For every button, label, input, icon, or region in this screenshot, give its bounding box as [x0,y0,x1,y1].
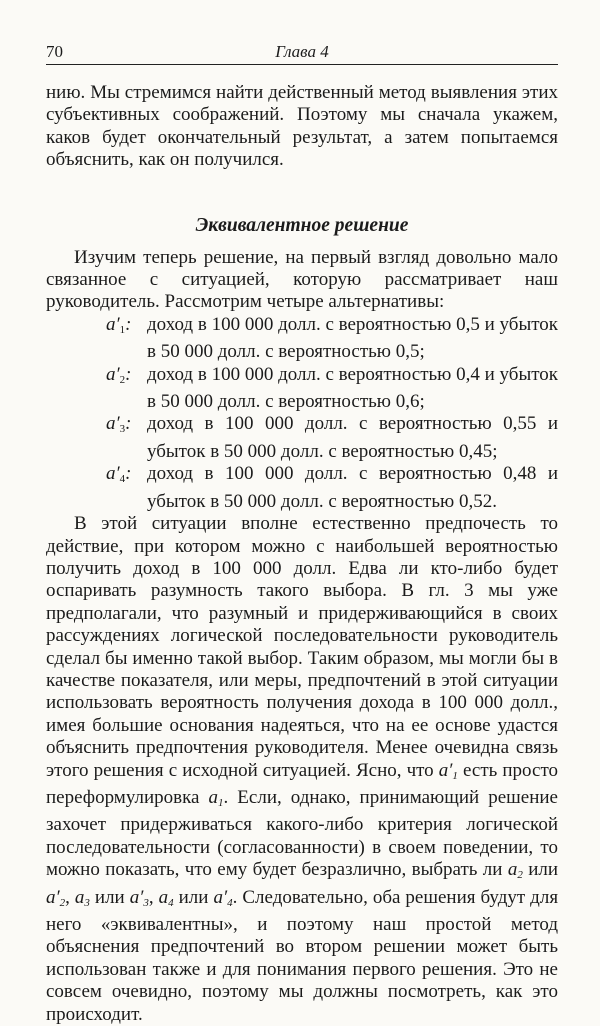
math-a-prime-3: a′3 [129,886,149,909]
intro-paragraph: нию. Мы стремимся найти действенный метод выявления этих субъективных соображений. Поэтому мы сначала укажем, каков будет окончательный результат, а затем попытаемся объяснить, как он получился. [46,82,558,171]
alternative-symbol: $a'_1$: [106,313,132,336]
page-header [46,40,558,65]
chapter-title: Глава 4 [275,42,329,61]
main-paragraph: В этой ситуации вполне естественно предпочесть то действие, при котором можно с наибольшей вероятностью получить доход в 100 000 долл. Едва ли кто-либо будет оспаривать разумность такого выбора. В гл. 3 мы уже предполагали, что разумный и придерживающийся в своих рассуждениях логической последовательности руководитель сделал бы именно такой выбор. Таким образом, мы могли бы в качестве показателя, или меры, предпочтений в этой ситуации использовать вероятность получения дохода в 100 000 долл., имея большие основания надеяться, что на ее основе удастся объяснить предпочтения руководителя. Менее очевидна связь этого решения с исходной ситуацией. Ясно, что a′1 есть просто переформулировка a1. Если, однако, принимающий решение захочет придерживаться какого-либо критерия логической последовательности (согласованности) в своем поведении, то можно показать, что ему будет безразлично, выбрать ли a2 или a′2, a3 или a′3, a4 или a′4. Следовательно, оба решения будут для него «эквивалентны», и поэтому наш простой метод объяснения предпочтений во втором решении может быть использован также и для понимания первого решения. Это не совсем очевидно, поэтому мы должны посмотреть, как это происходит. [46,513,559,1025]
alternative-symbol: $a'_3$: [106,413,132,436]
alternative-text: доход в 100 000 долл. с вероятностью 0,4 и убыток в 50 000 долл. с вероятностью 0,6; [147,363,558,413]
alternative-text: доход в 100 000 долл. с вероятностью 0,55 и убыток в 50 000 долл. с вероятностью 0,45; [147,413,558,462]
alternative-item [106,463,558,513]
math-a-prime-2: a′2 [46,886,66,909]
alternative-text: доход в 100 000 долл. с вероятностью 0,5 и убыток в 50 000 долл. с вероятностью 0,5; [147,313,558,363]
alternative-item [106,364,558,414]
alternative-symbol: $a'_4$: [106,463,132,486]
page-number: 70 [46,42,63,61]
alternatives-list [46,314,558,513]
math-a-prime-4: a′4 [213,886,233,909]
math-a-4: a4 [158,886,174,909]
alternative-item [106,314,558,364]
math-a-3: a3 [74,886,90,909]
lead-paragraph: Изучим теперь решение, на первый взгляд довольно мало связанное с ситуацией, которую рассматривает наш руководитель. Рассмотрим четыре альтернативы: [46,246,558,313]
math-a-1: a1 [208,786,224,809]
section-title: Эквивалентное решение [195,214,409,236]
alternative-symbol: $a'_2$: [106,363,132,386]
book-page [46,40,558,1026]
math-a-prime-1: a′1 [438,759,458,782]
alternative-text: доход в 100 000 долл. с вероятностью 0,48 и убыток в 50 000 долл. с вероятностью 0,52. [147,463,558,512]
math-a-2: a2 [507,859,523,882]
alternative-item [106,413,558,463]
